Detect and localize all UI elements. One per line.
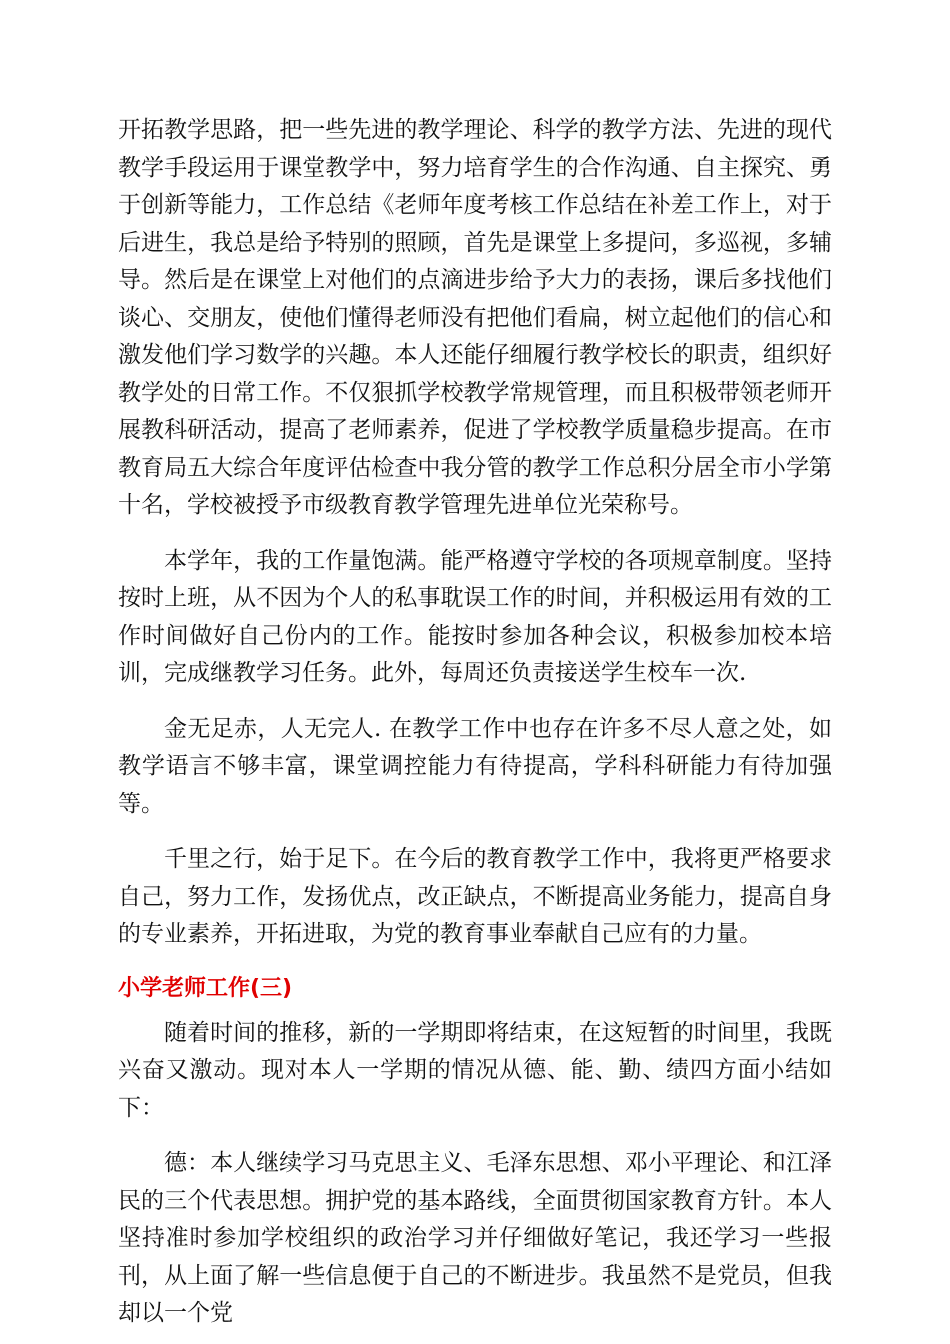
document-body xyxy=(118,112,832,1333)
paragraph-shortcomings: 金无足赤，人无完人. 在教学工作中也存在许多不尽人意之处，如教学语言不够丰富，课堂调控能力有待提高，学科科研能力有待加强等。 xyxy=(118,715,832,817)
paragraph-workload: 本学年，我的工作量饱满。能严格遵守学校的各项规章制度。坚持按时上班，从不因为个人的私事耽误工作的时间，并积极运用有效的工作时间做好自己份内的工作。能按时参加各种会议，积极参加校本培训，完成继教学习任务。此外，每周还负责接送学生校车一次. xyxy=(118,547,832,686)
paragraph-continued: 开拓教学思路，把一些先进的教学理论、科学的教学方法、先进的现代教学手段运用于课堂教学中，努力培育学生的合作沟通、自主探究、勇于创新等能力，工作总结《老师年度考核工作总结在补差工作上，对于后进生，我总是给予特别的照顾，首先是课堂上多提问，多巡视，多辅导。然后是在课堂上对他们的点滴进步给予大力的表扬，课后多找他们谈心、交朋友，使他们懂得老师没有把他们看扁，树立起他们的信心和激发他们学习数学的兴趣。本人还能仔细履行教学校长的职责，组织好教学处的日常工作。不仅狠抓学校教学常规管理，而且积极带领老师开展教科研活动，提高了老师素养，促进了学校教学质量稳步提高。在市教育局五大综合年度评估检查中我分管的教学工作总积分居全市小学第十名，学校被授予市级教育教学管理先进单位光荣称号。 xyxy=(118,117,832,518)
section-heading: 小学老师工作(三) xyxy=(118,975,293,1001)
paragraph-virtue: 德：本人继续学习马克思主义、毛泽东思想、邓小平理论、和江泽民的三个代表思想。拥护党的基本路线，全面贯彻国家教育方针。本人坚持准时参加学校组织的政治学习并仔细做好笔记，我还学习一些报刊，从上面了解一些信息便于自己的不断进步。我虽然不是党员，但我却以一个党 xyxy=(118,1150,832,1326)
paragraph-outlook: 千里之行，始于足下。在今后的教育教学工作中，我将更严格要求自己，努力工作，发扬优点，改正缺点，不断提高业务能力，提高自身的专业素养，开拓进取，为党的教育事业奉献自己应有的力量。 xyxy=(118,846,832,947)
paragraph-intro: 随着时间的推移，新的一学期即将结束，在这短暂的时间里，我既兴奋又激动。现对本人一学期的情况从德、能、勤、绩四方面小结如下： xyxy=(118,1019,832,1121)
